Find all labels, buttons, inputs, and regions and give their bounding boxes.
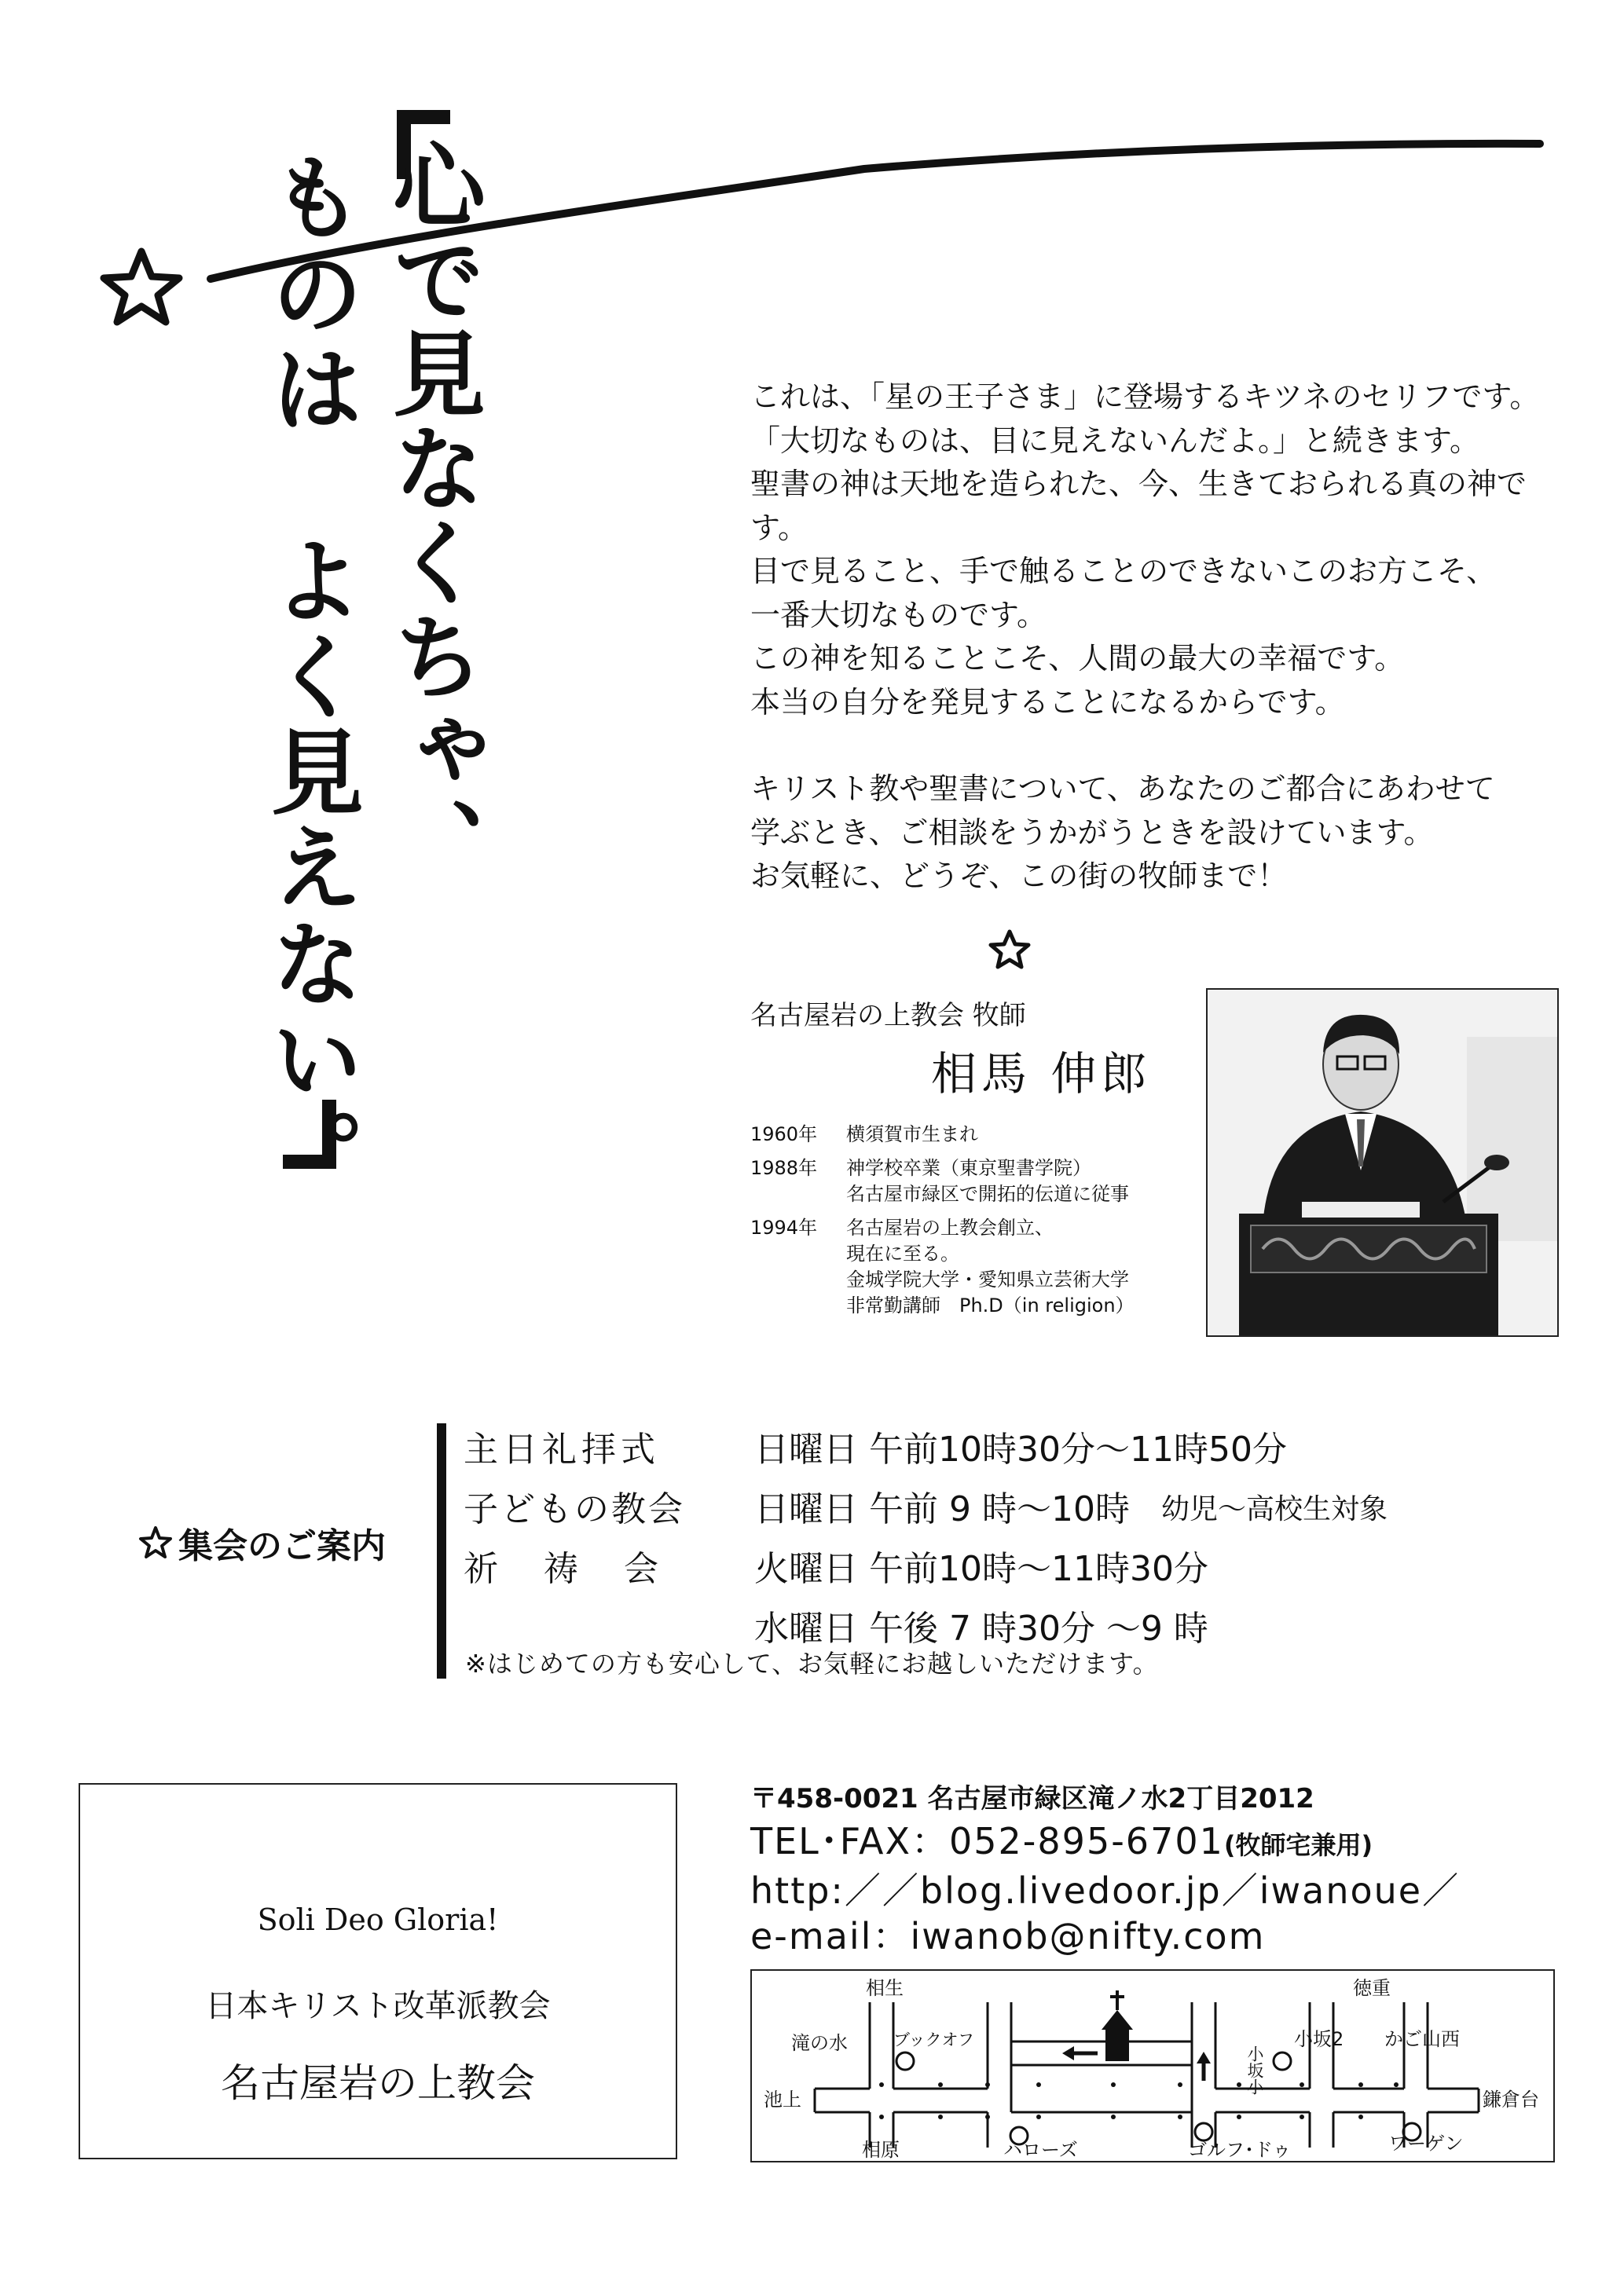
pastor-role: 名古屋岩の上教会 牧師 bbox=[750, 1000, 1026, 1031]
blog-url[interactable]: http:／／blog.livedoor.jp／iwanoue／ bbox=[750, 1869, 1461, 1912]
intro-text: これは、「星の王子さま」に登場するキツネのセリフです。 「大切なものは、目に見えないんだよ。」と続きます。 聖書の神は天地を造られた、今、生きておられる真の神です。 目で見ること、手で触ることのできないこのお方こそ、 一番大切なものです。 この神を知ることこそ、人間の最大の幸福です。 本当の自分を発見することになるからです。 キリスト教や聖書について、あなたのご都合にあわせて 学ぶとき、ご相談をうかがうときを設けています。 お気軽に、どうぞ、この街の牧師まで！ bbox=[750, 379, 1540, 893]
meeting-schedule bbox=[464, 1420, 1388, 1659]
star-icon bbox=[137, 1525, 174, 1561]
svg-text:徳重: 徳重 bbox=[1353, 1977, 1391, 1999]
shooting-star-decoration bbox=[0, 0, 1624, 330]
schedule-row: 子どもの教会 日曜日 午前 9 時～10時 幼児～高校生対象 bbox=[464, 1489, 1388, 1529]
svg-text:相生: 相生 bbox=[866, 1977, 904, 1999]
svg-text:小坂小: 小坂小 bbox=[1245, 2045, 1264, 2095]
svg-text:池上: 池上 bbox=[764, 2089, 801, 2111]
up-arrow-icon bbox=[1197, 2052, 1211, 2081]
email[interactable]: e-mail：iwanob@nifty.com bbox=[750, 1915, 1266, 1957]
svg-text:ワーゲン: ワーゲン bbox=[1388, 2133, 1464, 2155]
headline-close-bracket bbox=[283, 1100, 336, 1169]
contact-info bbox=[750, 1818, 1460, 1959]
svg-text:かご山西: かご山西 bbox=[1384, 2028, 1460, 2050]
svg-text:滝の水: 滝の水 bbox=[791, 2032, 848, 2054]
svg-text:小坂2: 小坂2 bbox=[1294, 2028, 1344, 2050]
svg-text:ブックオフ: ブックオフ bbox=[893, 2031, 974, 2049]
church-motto: Soli Deo Gloria! bbox=[257, 1902, 499, 1937]
meetings-divider bbox=[437, 1423, 446, 1679]
tel-fax: TEL･FAX：052-895-6701(牧師宅兼用) bbox=[750, 1820, 1373, 1862]
church-box bbox=[79, 1783, 677, 2159]
access-map bbox=[750, 1969, 1555, 2162]
svg-text:ゴルフ･ドゥ: ゴルフ･ドゥ bbox=[1188, 2139, 1292, 2161]
headline-line-1: 心で見なくちゃ、 bbox=[377, 137, 486, 892]
timeline-row: 1988年 神学校卒業（東京聖書学院） 名古屋市緑区で開拓的伝道に従事 bbox=[750, 1157, 1129, 1205]
headline-line-2: ものは よく見えない。 bbox=[255, 149, 364, 1203]
pastor-name: 相馬 伸郎 bbox=[931, 1047, 1152, 1100]
pastor-timeline bbox=[750, 1122, 1135, 1327]
schedule-row: 祈祷会 火曜日 午前10時～11時30分 bbox=[464, 1549, 1208, 1589]
church-icon bbox=[1102, 1990, 1133, 2061]
meetings-label: 集会のご案内 bbox=[137, 1518, 386, 1568]
swoosh-line bbox=[211, 144, 1540, 279]
meetings-notice: ※はじめての方も安心して、お気軽にお越しいただけます。 bbox=[465, 1649, 1159, 1679]
timeline-row: 1994年 名古屋岩の上教会創立、 現在に至る。 金城学院大学・愛知県立芸術大学 非常勤講師 Ph.D（in religion） bbox=[750, 1217, 1135, 1316]
svg-text:ハローズ: ハローズ bbox=[1003, 2139, 1078, 2161]
left-arrow-icon bbox=[1062, 2046, 1098, 2060]
address: 〒458-0021 名古屋市緑区滝ノ水2丁目2012 bbox=[750, 1783, 1314, 1814]
star-icon bbox=[104, 251, 179, 322]
svg-text:相原: 相原 bbox=[862, 2139, 900, 2161]
small-star-icon bbox=[986, 927, 1033, 974]
church-name: 名古屋岩の上教会 bbox=[221, 2060, 535, 2106]
schedule-row: 主日礼拝式 日曜日 午前10時30分～11時50分 bbox=[464, 1430, 1287, 1470]
pastor-photo bbox=[1206, 988, 1559, 1337]
schedule-row: 水曜日 午後 7 時30分 ～9 時 bbox=[754, 1609, 1208, 1649]
svg-text:鎌倉台: 鎌倉台 bbox=[1483, 2089, 1539, 2111]
church-denomination: 日本キリスト改革派教会 bbox=[205, 1988, 551, 2024]
timeline-row: 1960年 横須賀市生まれ bbox=[750, 1123, 978, 1145]
